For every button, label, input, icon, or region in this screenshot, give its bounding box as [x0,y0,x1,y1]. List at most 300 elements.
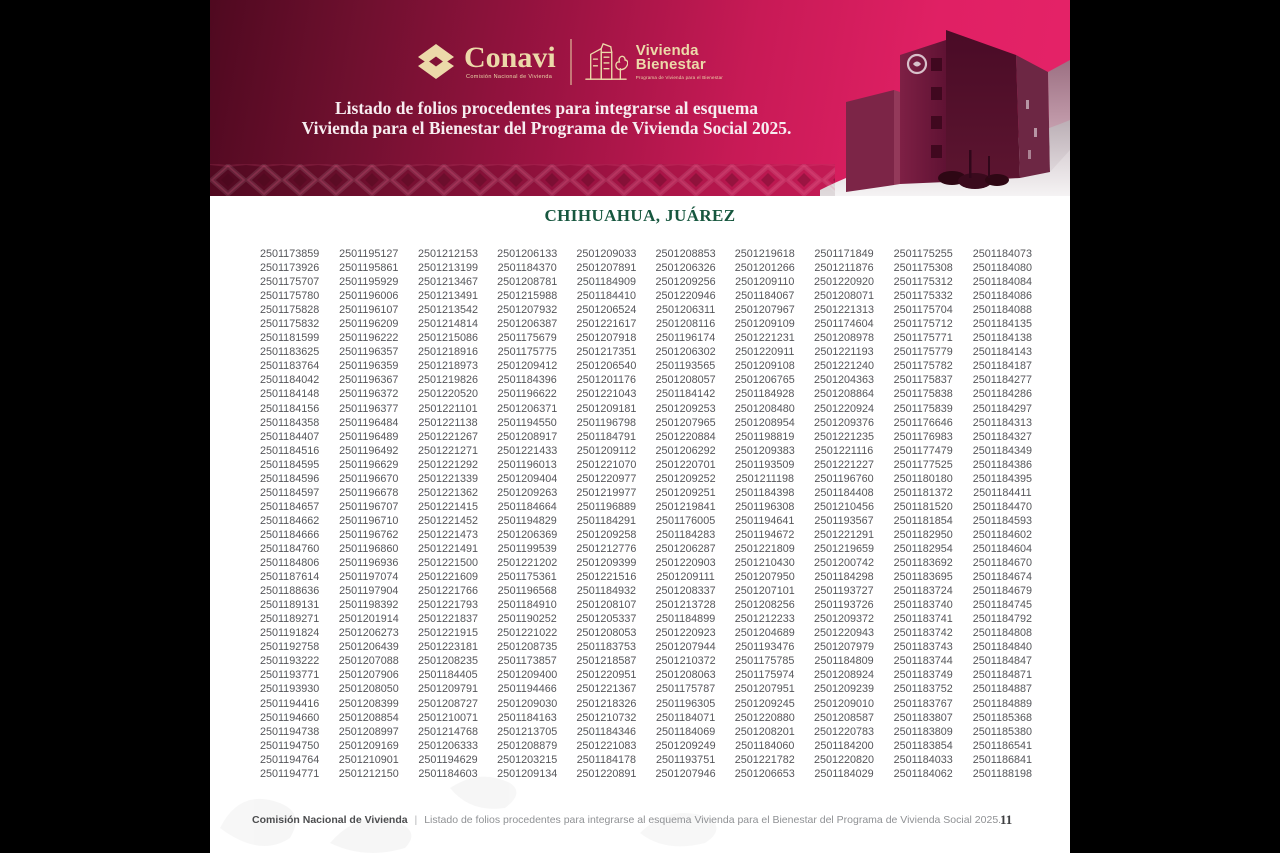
folio-number: 2501210430 [734,557,795,570]
folio-number: 2501193930 [259,683,320,696]
folio-number: 2501220920 [813,276,875,289]
footer-description: Listado de folios procedentes para integrarse al esquema Vivienda para el Bienestar del Programa de Vivienda Social 2025. [424,814,1002,826]
folio-number: 2501207951 [734,683,795,696]
folio-number: 2501196622 [497,388,557,401]
folio-number: 2501184604 [972,542,1033,555]
folio-number: 2501210071 [417,711,479,724]
folio-number: 2501208107 [576,599,637,612]
folio-number: 2501208978 [813,332,875,345]
folio-number: 2501212150 [338,767,399,780]
table-row [250,528,1042,542]
table-row [250,570,1042,584]
folio-number: 2501184516 [259,444,320,457]
folio-number: 2501184286 [972,388,1033,401]
folio-number: 2501183743 [893,641,953,654]
conavi-wordmark-block [464,41,556,80]
table-row [250,612,1042,626]
folio-number: 2501176646 [893,416,953,429]
folio-number: 2501221193 [814,346,874,359]
folio-number: 2501206387 [497,318,558,331]
folio-number: 2501206302 [655,346,716,359]
folio-number: 2501194466 [497,683,557,696]
folio-number: 2501184386 [972,458,1033,471]
folio-number: 2501184156 [259,402,320,415]
folio-number: 2501184178 [576,753,637,766]
folio-number: 2501184595 [259,458,320,471]
folio-number: 2501207944 [655,641,716,654]
folio-number: 2501175787 [655,683,716,696]
vivienda-bienestar-subtitle: Programa de Vivienda para el Bienestar [635,75,724,81]
folio-number: 2501184760 [259,542,320,555]
folio-number: 2501184042 [259,374,320,387]
aztec-pattern-band [210,164,835,196]
folio-number: 2501184840 [972,641,1033,654]
folio-number: 2501206311 [655,304,716,317]
folio-number: 2501221452 [417,514,479,527]
folio-number: 2501175782 [893,360,953,373]
folio-number: 2501184470 [972,500,1033,513]
table-row [250,247,1042,261]
folio-number: 2501201914 [338,613,399,626]
folio-number: 2501209412 [497,360,558,373]
folio-number: 2501220880 [734,711,795,724]
folio-number: 2501208337 [655,585,716,598]
folio-number: 2501207979 [813,641,875,654]
folio-number: 2501221267 [417,430,479,443]
folio-number: 2501208854 [338,711,399,724]
table-row [250,387,1042,401]
black-bar-left [0,0,210,853]
folio-number: 2501183749 [893,669,953,682]
conavi-subtitle: Comisión Nacional de Vivienda [466,74,553,80]
folio-number: 2501211198 [735,472,795,485]
folio-number: 2501208853 [655,248,716,260]
folio-number: 2501196492 [339,444,399,457]
folio-number: 2501220951 [576,669,637,682]
folio-number: 2501183744 [893,655,953,668]
folio-number: 2501209249 [655,739,716,752]
table-row [250,486,1042,500]
folio-number: 2501196107 [339,304,399,317]
table-row [250,458,1042,472]
table-row [250,584,1042,598]
folio-number: 2501184313 [972,416,1033,429]
folio-number: 2501206273 [338,627,399,640]
folio-number: 2501220943 [813,627,875,640]
folio-number: 2501186541 [972,739,1033,752]
folio-number: 2501220783 [813,725,875,738]
folio-number: 2501209372 [813,613,875,626]
folio-number: 2501176005 [655,514,716,527]
folio-number: 2501184603 [418,767,478,780]
folio-number: 2501206333 [417,739,479,752]
folio-number: 2501193222 [259,655,320,668]
folio-number: 2501175255 [893,248,953,260]
folio-number: 2501196013 [497,458,557,471]
folio-number: 2501194416 [259,697,320,710]
folio-number: 2501175312 [893,276,953,289]
folio-number: 2501208256 [734,599,795,612]
folio-number: 2501184887 [972,683,1033,696]
folio-number: 2501173857 [497,655,557,668]
header-logos [415,34,723,90]
folio-number: 2501171849 [814,248,874,260]
folio-number: 2501184163 [497,711,557,724]
table-row [250,514,1042,528]
folio-number: 2501185380 [972,725,1033,738]
folio-number: 2501184067 [735,290,795,303]
folio-number: 2501184291 [576,514,637,527]
folio-number: 2501209110 [735,276,795,289]
folio-number: 2501204363 [813,374,875,387]
folio-number: 2501208063 [655,669,716,682]
folio-number: 2501183753 [576,641,637,654]
folio-number: 2501195127 [339,248,399,260]
folio-number: 2501221292 [417,458,479,471]
folio-number: 2501221202 [497,557,558,570]
folio-number: 2501196707 [339,500,399,513]
folio-number: 2501184596 [259,472,320,485]
folio-number: 2501193771 [259,669,320,682]
logo-divider [570,39,572,85]
folio-number: 2501184602 [972,528,1033,541]
folio-number: 2501177479 [893,444,953,457]
folio-number: 2501175828 [259,304,320,317]
folio-number: 2501183742 [893,627,953,640]
folio-number: 2501184143 [972,346,1033,359]
folio-number: 2501208116 [655,318,716,331]
folio-number: 2501189131 [259,599,320,612]
folio-number: 2501183740 [893,599,953,612]
folio-number: 2501221793 [417,599,479,612]
folio-number: 2501209033 [576,248,637,260]
folio-number: 2501184069 [655,725,716,738]
folio-number: 2501194750 [259,739,320,752]
folio-number: 2501184142 [655,388,716,401]
folio-number: 2501196889 [576,500,637,513]
folio-number: 2501184899 [655,613,716,626]
folio-number: 2501184928 [735,388,795,401]
folio-number: 2501184932 [576,585,637,598]
folio-number: 2501183741 [893,613,953,626]
folio-number: 2501175974 [735,669,795,682]
banner-title-line2: Vivienda para el Bienestar del Programa de Vivienda Social 2025. [301,117,792,138]
folio-number: 2501221231 [734,332,795,345]
folio-number: 2501204689 [734,627,795,640]
folio-number: 2501183767 [893,697,953,710]
footer-separator: | [414,814,418,826]
folio-number: 2501209253 [655,402,716,415]
folio-number: 2501213728 [655,599,716,612]
folio-number: 2501219618 [734,248,795,260]
folio-number: 2501196209 [339,318,399,331]
folio-number: 2501209134 [497,767,558,780]
folio-number: 2501196357 [339,346,399,359]
table-row [250,767,1042,781]
page-number: 11 [1000,812,1013,827]
folio-number: 2501220977 [576,472,637,485]
folio-number: 2501209109 [734,318,795,331]
folio-number: 2501184200 [814,739,874,752]
folio-number: 2501193509 [735,458,795,471]
folio-number: 2501181854 [893,514,953,527]
folio-number: 2501175779 [893,346,953,359]
table-row [250,697,1042,711]
folio-number: 2501175707 [259,276,320,289]
folio-number: 2501184847 [972,655,1033,668]
folio-number: 2501184029 [814,767,874,780]
folio-number: 2501207950 [734,571,795,584]
folio-number: 2501194764 [259,753,320,766]
folio-number: 2501206524 [576,304,637,317]
folio-number: 2501221415 [417,500,479,513]
folio-number: 2501194738 [259,725,320,738]
folio-table [250,247,1042,781]
folio-number: 2501221809 [734,542,795,555]
folio-number: 2501207946 [655,767,716,780]
folio-number: 2501196760 [814,472,874,485]
folio-number: 2501182950 [893,528,953,541]
table-row [250,500,1042,514]
folio-number: 2501220923 [655,627,716,640]
folio-number: 2501210732 [576,711,637,724]
folio-number: 2501184327 [972,430,1033,443]
folio-number: 2501221083 [576,739,637,752]
folio-number: 2501184349 [972,444,1033,457]
folio-number: 2501181520 [893,500,953,513]
folio-number: 2501218973 [417,360,479,373]
folio-number: 2501184088 [972,304,1033,317]
folio-number: 2501184370 [497,262,557,275]
folio-number: 2501210456 [813,500,875,513]
folio-number: 2501182954 [893,542,953,555]
folio-number: 2501184408 [814,486,874,499]
folio-number: 2501213491 [417,290,479,303]
folio-number: 2501197904 [339,585,399,598]
folio-number: 2501184138 [972,332,1033,345]
folio-number: 2501209383 [734,444,795,457]
folio-number: 2501196762 [339,528,399,541]
folio-number: 2501215988 [497,290,558,303]
folio-number: 2501195929 [339,276,399,289]
folio-number: 2501221766 [417,585,479,598]
folio-number: 2501198392 [339,599,399,612]
folio-number: 2501184073 [972,248,1033,260]
folio-number: 2501221313 [813,304,875,317]
page-footer [210,812,1070,840]
folio-number: 2501208917 [497,430,558,443]
folio-number: 2501190252 [497,613,557,626]
folio-number: 2501209010 [813,697,875,710]
table-row [250,598,1042,612]
folio-number: 2501219841 [655,500,716,513]
folio-number: 2501173926 [259,262,320,275]
folio-number: 2501218587 [576,655,637,668]
folio-number: 2501208587 [813,711,875,724]
folio-number: 2501200742 [813,557,875,570]
folio-number: 2501207101 [734,585,795,598]
folio-number: 2501175332 [893,290,953,303]
building-photo [820,0,1070,196]
folio-number: 2501221043 [576,388,637,401]
folio-number: 2501207932 [497,304,558,317]
folio-number: 2501221022 [497,627,558,640]
folio-number: 2501184909 [576,276,637,289]
folio-number: 2501207918 [576,332,637,345]
folio-number: 2501199539 [497,542,557,555]
folio-number: 2501206540 [576,360,637,373]
folio-number: 2501207967 [734,304,795,317]
folio-number: 2501211876 [814,262,874,275]
folio-number: 2501184297 [972,402,1033,415]
folio-number: 2501213467 [417,276,479,289]
folio-number: 2501184277 [972,374,1033,387]
folio-number: 2501196484 [339,416,399,429]
folio-number: 2501177525 [893,458,953,471]
folio-number: 2501176983 [893,430,953,443]
folio-number: 2501184407 [259,430,320,443]
folio-number: 2501194550 [497,416,557,429]
table-row [250,626,1042,640]
table-row [250,303,1042,317]
table-row [250,345,1042,359]
folio-number: 2501209263 [497,486,558,499]
banner-title [224,99,869,138]
folio-number: 2501220884 [655,430,716,443]
folio-number: 2501209111 [656,571,715,584]
table-row [250,542,1042,556]
folio-number: 2501220820 [813,753,875,766]
folio-number: 2501218916 [417,346,479,359]
folio-number: 2501196489 [339,430,399,443]
folio-number: 2501221367 [576,683,637,696]
folio-number: 2501209030 [497,697,558,710]
table-row [250,682,1042,696]
folio-number: 2501221240 [813,360,875,373]
folio-number: 2501223181 [417,641,479,654]
vivienda-wordmark-line2: Bienestar [635,56,706,74]
folio-number: 2501184396 [497,374,557,387]
folio-number: 2501184395 [972,472,1033,485]
folio-number: 2501208924 [813,669,875,682]
folio-number: 2501184593 [972,514,1033,527]
folio-number: 2501196006 [339,290,399,303]
folio-number: 2501208781 [497,276,558,289]
folio-number: 2501184662 [259,514,320,527]
folio-number: 2501221782 [734,753,795,766]
folio-number: 2501175704 [893,304,953,317]
folio-number: 2501196710 [339,514,399,527]
table-row [250,654,1042,668]
folio-number: 2501220924 [813,402,875,415]
folio-number: 2501208480 [734,402,795,415]
folio-number: 2501206287 [655,542,716,555]
folio-number: 2501184871 [972,669,1033,682]
folio-number: 2501221235 [813,430,875,443]
folio-number: 2501209258 [576,528,637,541]
folio-number: 2501197074 [339,571,399,584]
folio-number: 2501186841 [972,753,1033,766]
folio-number: 2501191824 [259,627,320,640]
table-row [250,402,1042,416]
folio-number: 2501208053 [576,627,637,640]
banner-title-line1: Listado de folios procedentes para integrarse al esquema [334,98,759,118]
table-row [250,275,1042,289]
folio-number: 2501213705 [497,725,558,738]
folio-number: 2501196305 [655,697,716,710]
folio-number: 2501214814 [417,318,479,331]
folio-number: 2501184084 [972,276,1033,289]
folio-number: 2501221138 [418,416,478,429]
folio-number: 2501221227 [813,458,875,471]
folio-number: 2501194829 [497,514,557,527]
vivienda-bienestar-logo-icon [584,39,628,85]
table-row [250,331,1042,345]
folio-number: 2501180180 [893,472,953,485]
folio-number: 2501208201 [734,725,795,738]
folio-number: 2501207891 [576,262,637,275]
folio-number: 2501194629 [418,753,478,766]
folio-number: 2501205337 [576,613,637,626]
folio-number: 2501209251 [655,486,716,499]
folio-number: 2501184411 [973,486,1032,499]
folio-number: 2501183695 [893,571,953,584]
folio-number: 2501210372 [655,655,716,668]
folio-number: 2501198819 [735,430,795,443]
folio-number: 2501209112 [576,444,637,457]
folio-number: 2501175785 [735,655,795,668]
folio-number: 2501184792 [972,613,1033,626]
folio-number: 2501183764 [259,360,320,373]
folio-number: 2501208050 [338,683,399,696]
folio-number: 2501221491 [417,542,479,555]
table-row [250,416,1042,430]
table-row [250,668,1042,682]
folio-number: 2501183809 [893,725,953,738]
folio-number: 2501193751 [655,753,716,766]
folio-number: 2501183692 [893,557,953,570]
folio-number: 2501187614 [259,571,320,584]
table-row [250,753,1042,767]
folio-number: 2501184806 [259,557,320,570]
folio-number: 2501206765 [734,374,795,387]
folio-number: 2501194771 [259,767,320,780]
folio-number: 2501184410 [576,290,637,303]
folio-number: 2501192758 [259,641,320,654]
folio-number: 2501221837 [417,613,479,626]
folio-number: 2501184674 [972,571,1033,584]
folio-number: 2501209108 [734,360,795,373]
folio-number: 2501184808 [972,627,1033,640]
table-row [250,373,1042,387]
folio-number: 2501175838 [893,388,953,401]
folio-number: 2501184809 [814,655,874,668]
folio-number: 2501208879 [497,739,558,752]
folio-number: 2501196367 [339,374,399,387]
folio-number: 2501196222 [339,332,399,345]
table-row [250,472,1042,486]
folio-number: 2501196377 [339,402,399,415]
folio-number: 2501194672 [735,528,795,541]
folio-number: 2501209181 [576,402,637,415]
folio-number: 2501207088 [338,655,399,668]
folio-number: 2501221500 [417,557,479,570]
folio-number: 2501184086 [972,290,1033,303]
folio-number: 2501215086 [417,332,479,345]
folio-number: 2501209252 [655,472,716,485]
folio-number: 2501221617 [576,318,637,331]
folio-number: 2501209245 [734,697,795,710]
